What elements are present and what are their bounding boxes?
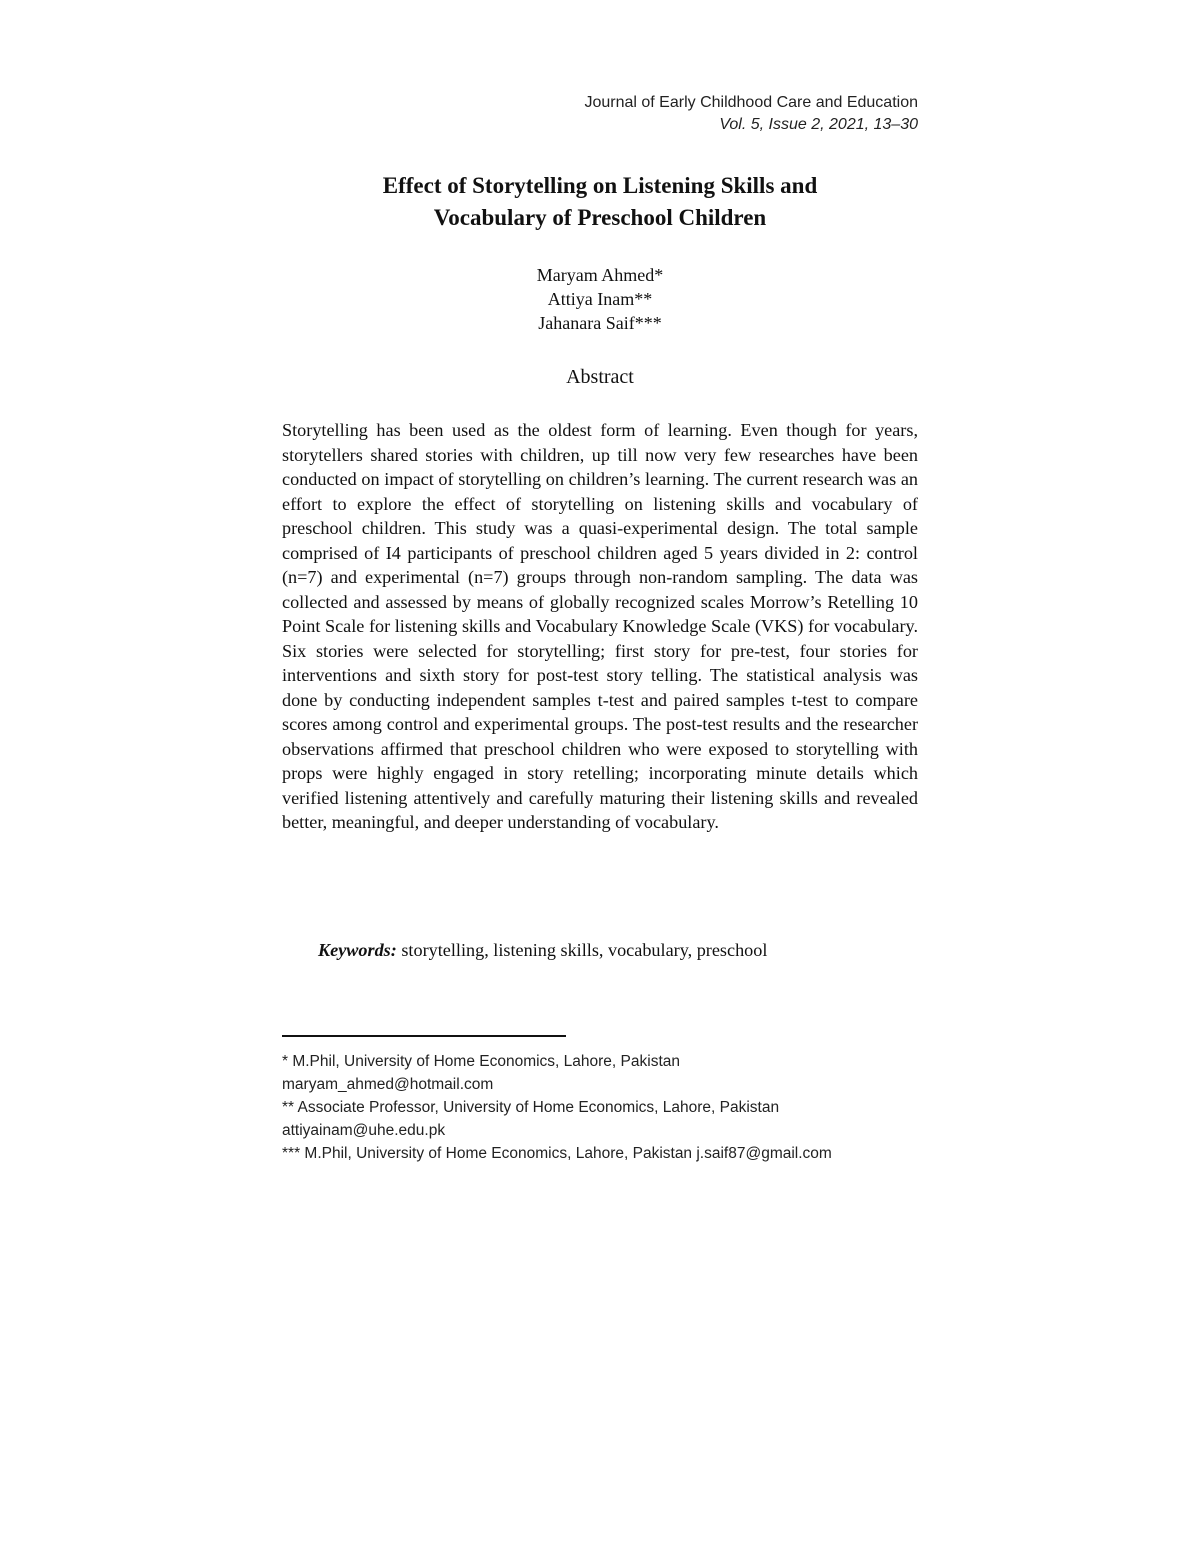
keywords-text: storytelling, listening skills, vocabulary, preschool: [396, 940, 768, 960]
author-1: Maryam Ahmed*: [536, 265, 664, 285]
footnote-2: ** Associate Professor, University of Home Economics, Lahore, Pakistan: [282, 1099, 780, 1116]
footnote-2-email: attiyainam@uhe.edu.pk: [282, 1122, 446, 1139]
footnote-divider: [282, 1035, 566, 1037]
footnote-1-email: maryam_ahmed@hotmail.com: [282, 1076, 494, 1093]
journal-header: [584, 92, 918, 136]
volume-info: Vol. 5, Issue 2, 2021, 13–30: [719, 116, 918, 133]
footnote-1: * M.Phil, University of Home Economics, Lahore, Pakistan: [282, 1053, 680, 1070]
author-list: [282, 263, 918, 335]
keywords-label: Keywords:: [318, 940, 397, 960]
journal-name: Journal of Early Childhood Care and Education: [584, 94, 918, 111]
paper-title: [282, 170, 918, 234]
footnotes: [282, 1050, 942, 1165]
author-3: Jahanara Saif***: [538, 313, 662, 333]
title-line-2: Vocabulary of Preschool Children: [433, 205, 767, 230]
keywords: [318, 938, 918, 963]
abstract-heading: Abstract: [566, 366, 634, 388]
author-2: Attiya Inam**: [547, 289, 653, 309]
abstract-body: Storytelling has been used as the oldest form of learning. Even though for years, storytellers shared stories with children, up till now very few researches have been conducted on impact of storytelling on children’s learning. The current research was an effort to explore the effect of storytelling on listening skills and vocabulary of preschool children. This study was a quasi-experimental design. The total sample comprised of I4 participants of preschool children aged 5 years divided in 2: control (n=7) and experimental (n=7) groups through non-random sampling. The data was collected and assessed by means of globally recognized scales Morrow’s Retelling 10 Point Scale for listening skills and Vocabulary Knowledge Scale (VKS) for vocabulary. Six stories were selected for storytelling; first story for pre-test, four stories for interventions and sixth story for post-test story telling. The statistical analysis was done by conducting independent samples t-test and paired samples t-test to compare scores among control and experimental groups. The post-test results and the researcher observations affirmed that preschool children who were exposed to storytelling with props were highly engaged in story retelling; incorporating minute details which verified listening attentively and carefully maturing their listening skills and revealed better, meaningful, and deeper understanding of vocabulary.: [282, 420, 918, 832]
title-line-1: Effect of Storytelling on Listening Skills and: [382, 173, 818, 198]
footnote-3: *** M.Phil, University of Home Economics, Lahore, Pakistan j.saif87@gmail.com: [282, 1145, 832, 1162]
